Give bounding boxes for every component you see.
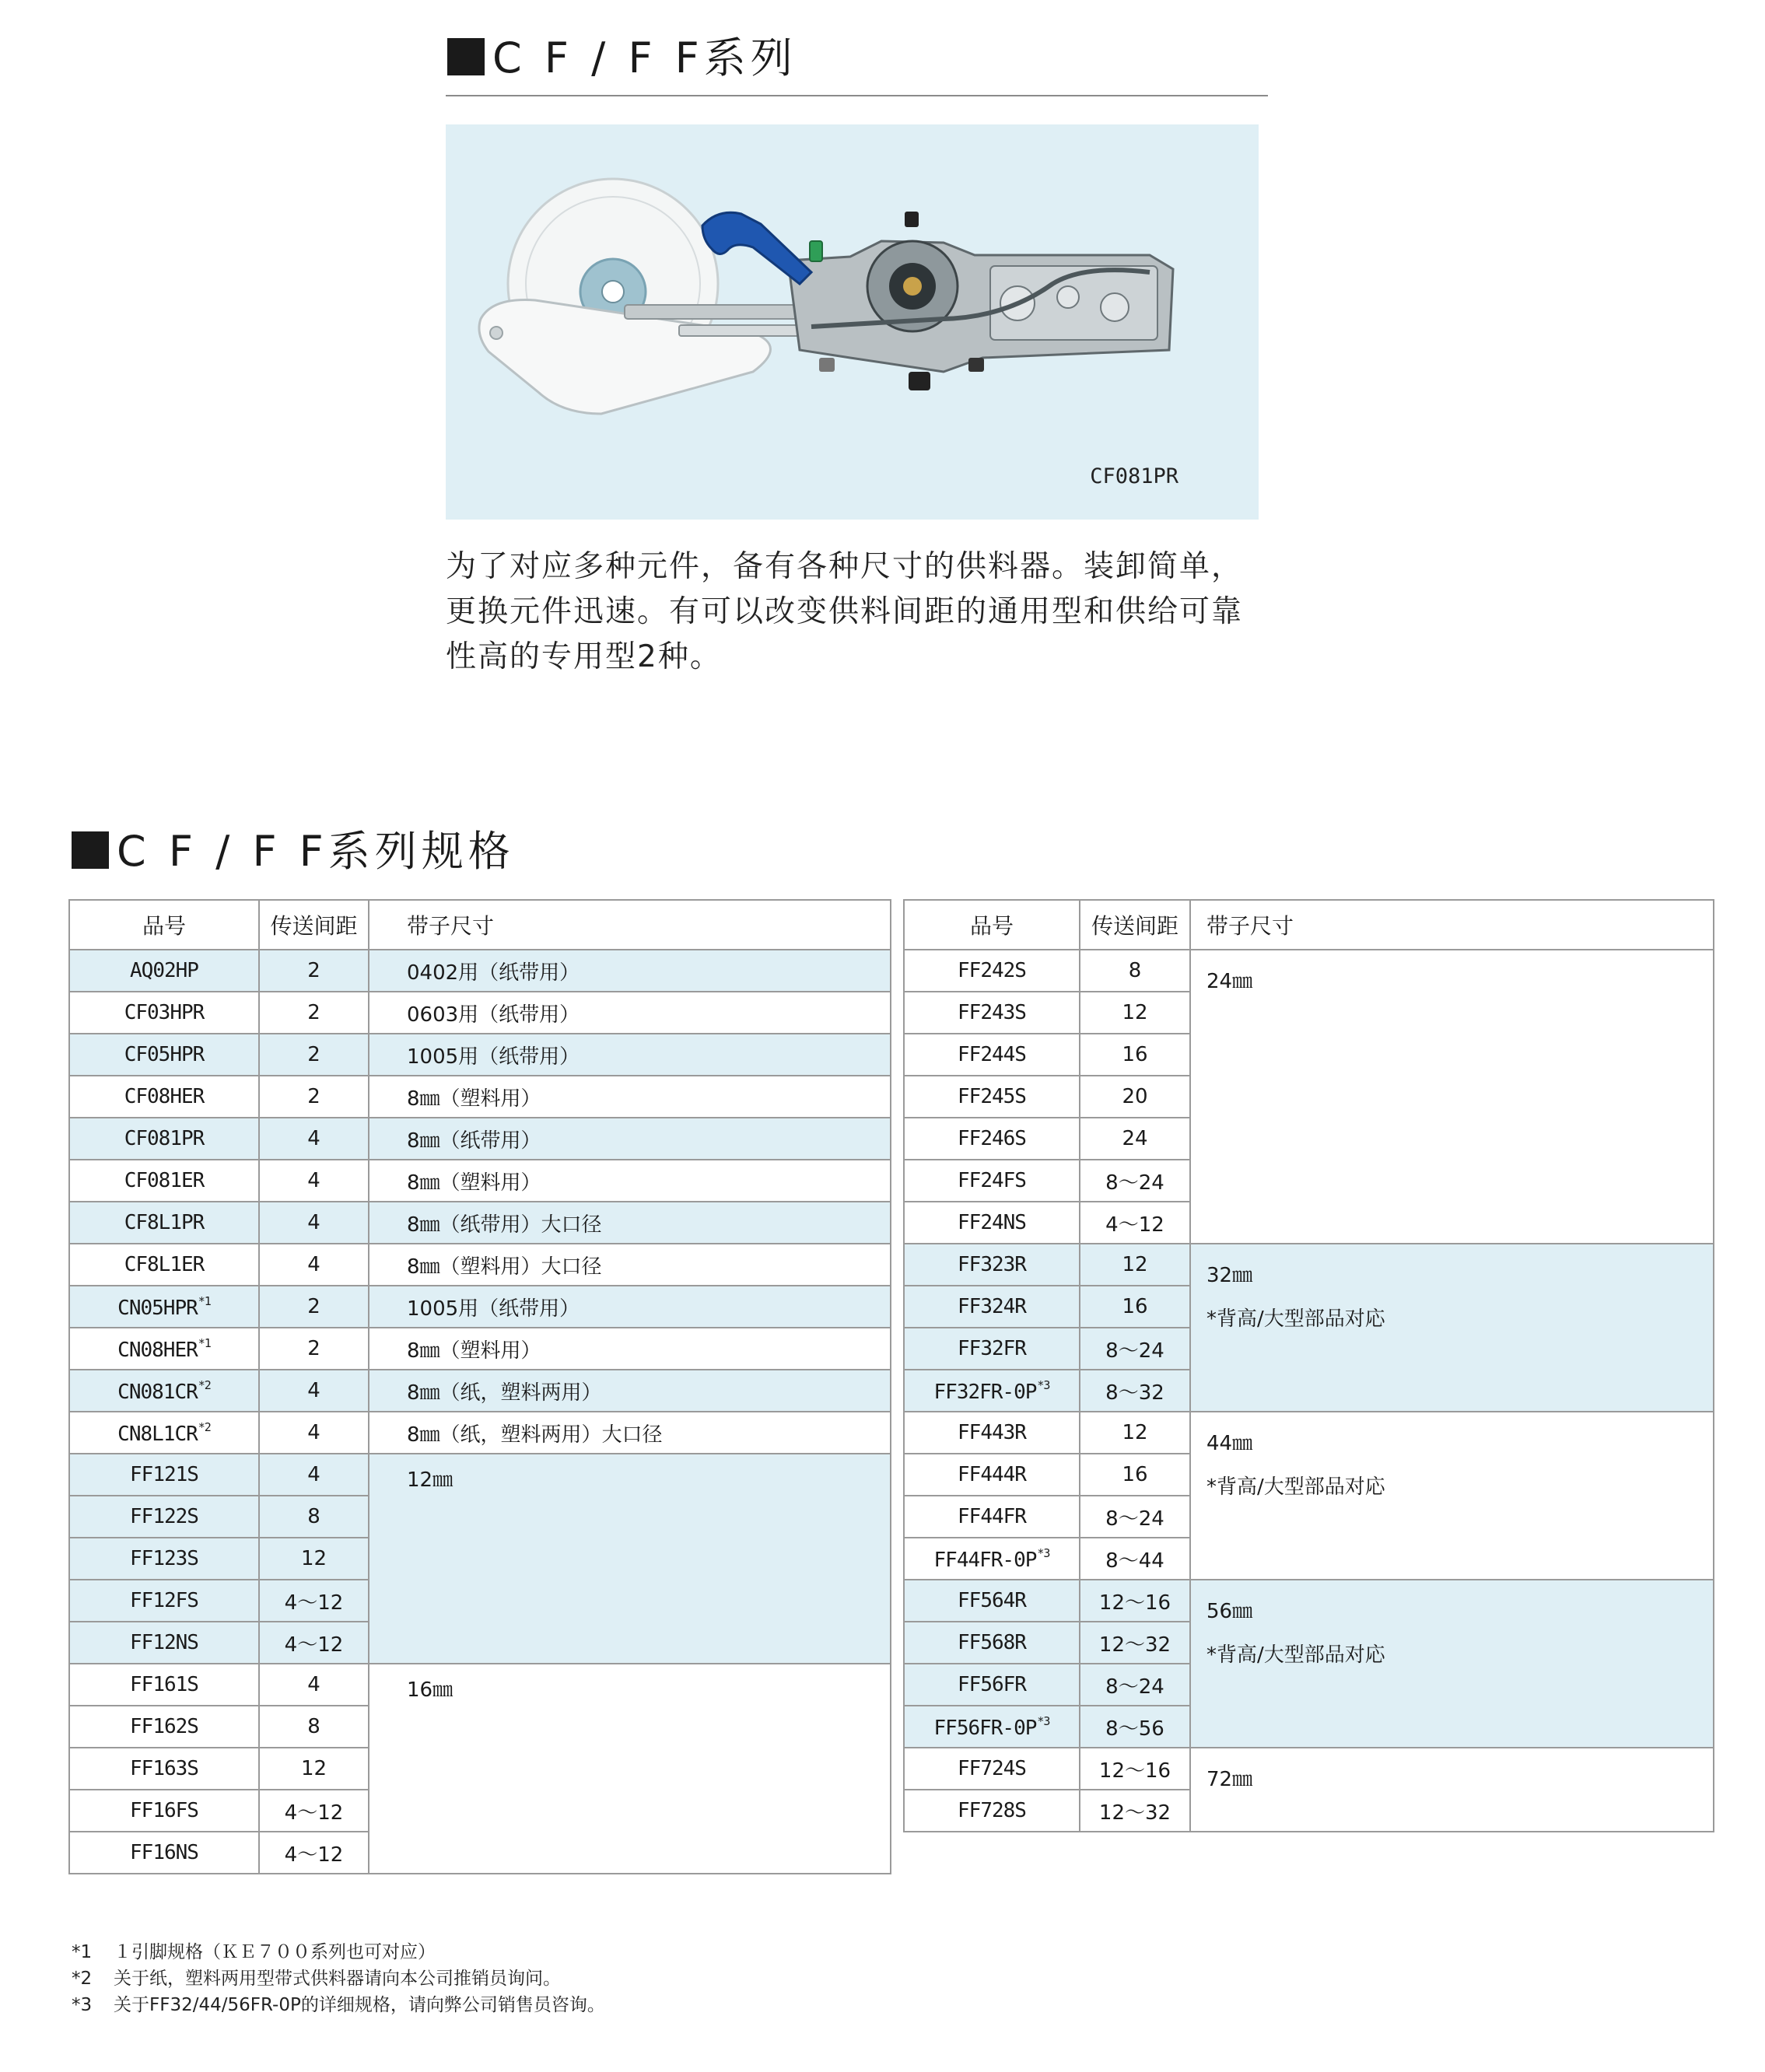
pitch-cell: 4～12 [1080,1202,1190,1244]
pitch-cell: 12～16 [1080,1748,1190,1790]
model-number: FF24FS [958,1169,1026,1192]
pitch-cell: 4～12 [259,1790,369,1832]
pitch-cell: 4 [259,1454,369,1496]
model-cell [69,1328,259,1370]
model-cell [904,1496,1080,1538]
photo-caption: CF081PR [1090,464,1178,488]
table-row [904,1244,1714,1286]
model-cell [904,1664,1080,1706]
pitch-cell: 4 [259,1118,369,1160]
tape-size-cell: 8㎜（塑料用） [369,1328,891,1370]
model-number: FF12NS [130,1631,198,1654]
table-row [904,1748,1714,1790]
model-cell [904,1118,1080,1160]
pitch-cell: 16 [1080,1034,1190,1076]
pitch-cell: 4～12 [259,1622,369,1664]
square-bullet-icon [72,831,109,869]
pitch-cell: 8～24 [1080,1664,1190,1706]
footnote-ref: *1 [198,1293,211,1308]
footnote-ref: *3 [1037,1713,1050,1728]
pitch-cell: 8～24 [1080,1328,1190,1370]
tape-size-cell: 8㎜（纸，塑料两用）大口径 [369,1412,891,1454]
model-number: FF728S [958,1799,1026,1822]
model-cell [69,1580,259,1622]
tape-size-cell: 1005用（纸带用） [369,1034,891,1076]
model-cell [904,1538,1080,1580]
tape-size-group-cell: 12㎜ [369,1454,891,1664]
model-number: FF56FR-0P [933,1716,1037,1740]
model-number: CF03HPR [124,1001,205,1024]
pitch-cell: 12 [1080,1412,1190,1454]
model-number: CN8L1CR [117,1422,198,1446]
pitch-cell: 2 [259,950,369,992]
spec-table-left [68,899,891,1874]
section-title-text: C F / F F系列规格 [117,827,515,876]
table-row [69,1034,891,1076]
pitch-cell: 4 [259,1160,369,1202]
table-row [69,1412,891,1454]
intro-paragraph: 为了对应多种元件，备有各种尺寸的供料器。装卸简单，更换元件迅速。有可以改变供料间距的通用型和供给可靠性高的专用型2种。 [446,549,1244,674]
model-cell [69,1664,259,1706]
pitch-cell: 12 [1080,992,1190,1034]
pitch-cell: 2 [259,1076,369,1118]
pitch-cell: 12～32 [1080,1790,1190,1832]
model-cell [69,992,259,1034]
model-cell [904,1412,1080,1454]
pitch-cell: 8～44 [1080,1538,1190,1580]
model-number: AQ02HP [130,959,198,982]
model-number: CF081ER [124,1169,205,1192]
tape-size-group-cell [1190,1412,1714,1580]
model-cell [69,1244,259,1286]
model-cell [69,1160,259,1202]
footnote-ref: *1 [198,1335,211,1350]
pitch-cell: 2 [259,992,369,1034]
table-row [69,1076,891,1118]
model-cell [904,1160,1080,1202]
model-number: FF44FR [958,1505,1026,1528]
header-model: 品号 [69,900,259,950]
model-cell [904,1286,1080,1328]
table-header-row [69,900,891,950]
spec-table-right [903,899,1714,1832]
model-cell [69,1286,259,1328]
model-number: FF16NS [130,1841,198,1864]
model-cell [69,1412,259,1454]
model-number: FF123S [130,1547,198,1570]
model-number: CN05HPR [117,1296,198,1320]
model-cell [69,1538,259,1580]
model-cell [69,1832,259,1874]
footnote-mark: *3 [72,1995,93,2015]
model-number: FF44FR-0P [933,1548,1037,1572]
table-row [69,1454,891,1496]
model-number: FF32FR [958,1337,1026,1360]
model-number: CF08HER [124,1085,205,1108]
model-number: FF32FR-0P [933,1380,1037,1404]
model-number: CF081PR [124,1127,205,1150]
model-number: CF05HPR [124,1043,205,1066]
model-cell [69,1496,259,1538]
footnote-ref: *3 [1037,1377,1050,1392]
model-number: FF56FR [958,1673,1026,1696]
table-row [69,1286,891,1328]
table-row [69,992,891,1034]
footnote-3 [72,1992,605,2018]
tape-size-cell: 0402用（纸带用） [369,950,891,992]
pitch-cell: 2 [259,1286,369,1328]
model-cell [904,1244,1080,1286]
tape-size-cell: 0603用（纸带用） [369,992,891,1034]
model-number: FF16FS [130,1799,198,1822]
tape-size: 32㎜ [1206,1264,1253,1287]
footnote-ref: *2 [198,1419,211,1434]
model-cell [69,950,259,992]
model-number: FF564R [958,1589,1026,1612]
table-header-row [904,900,1714,950]
footnote-text: 关于纸，塑料两用型带式供料器请向本公司推销员询问。 [114,1969,561,1989]
footnote-text: 关于FF32/44/56FR-0P的详细规格，请向弊公司销售员咨询。 [114,1995,605,2015]
footnote-mark: *1 [72,1942,93,1962]
model-cell [904,1454,1080,1496]
section-title-cf-ff-series [447,33,797,82]
tape-size-cell: 8㎜（纸，塑料两用） [369,1370,891,1412]
title-divider [446,95,1268,96]
model-number: CN08HER [117,1338,198,1362]
header-model: 品号 [904,900,1080,950]
tape-size: 56㎜ [1206,1600,1253,1623]
model-number: CF8L1ER [124,1253,205,1276]
pitch-cell: 4 [259,1244,369,1286]
pitch-cell: 12 [259,1748,369,1790]
tape-size-group-cell: 16㎜ [369,1664,891,1874]
model-cell [69,1790,259,1832]
model-cell [69,1370,259,1412]
tape-size-note: *背高/大型部品对応 [1206,1307,1385,1331]
tape-size: 24㎜ [1206,970,1253,993]
section-title-specifications [72,827,515,876]
pitch-cell: 4 [259,1202,369,1244]
model-cell [69,1748,259,1790]
tape-size-cell: 8㎜（塑料用） [369,1076,891,1118]
tape-size-cell: 8㎜（纸带用） [369,1118,891,1160]
table-row [69,1202,891,1244]
section-title-text: C F / F F系列 [492,33,797,82]
pitch-cell: 8 [1080,950,1190,992]
table-row [904,1580,1714,1622]
tape-feeder-illustration [446,124,1259,520]
pitch-cell: 16 [1080,1454,1190,1496]
table-row [69,1664,891,1706]
pitch-cell: 8～56 [1080,1706,1190,1748]
model-cell [69,1034,259,1076]
footnote-mark: *2 [72,1969,93,1989]
tape-size-group-cell [1190,1748,1714,1832]
model-number: FF242S [958,959,1026,982]
model-number: FF243S [958,1001,1026,1024]
tape-size-note: *背高/大型部品对応 [1206,1643,1385,1667]
table-row [904,950,1714,992]
model-cell [69,1454,259,1496]
pitch-cell: 4 [259,1370,369,1412]
model-cell [69,1118,259,1160]
model-cell [904,1370,1080,1412]
model-cell [904,1076,1080,1118]
model-cell [904,1790,1080,1832]
pitch-cell: 24 [1080,1118,1190,1160]
model-number: FF444R [958,1463,1026,1486]
tape-size-cell: 8㎜（纸带用）大口径 [369,1202,891,1244]
model-number: CF8L1PR [124,1211,205,1234]
product-photo [446,124,1259,520]
pitch-cell: 4 [259,1412,369,1454]
pitch-cell: 16 [1080,1286,1190,1328]
model-number: FF161S [130,1673,198,1696]
table-row [69,950,891,992]
footnote-1 [72,1939,605,1965]
pitch-cell: 4 [259,1664,369,1706]
footnote-2 [72,1965,605,1992]
tape-size-cell: 1005用（纸带用） [369,1286,891,1328]
pitch-cell: 12 [259,1538,369,1580]
model-number: FF323R [958,1253,1026,1276]
model-number: FF163S [130,1757,198,1780]
header-tape-size: 带子尺寸 [369,900,891,950]
pitch-cell: 2 [259,1034,369,1076]
model-cell [904,1034,1080,1076]
table-row [69,1244,891,1286]
model-cell [904,1622,1080,1664]
model-number: CN081CR [117,1380,198,1404]
table-row [904,1412,1714,1454]
pitch-cell: 4～12 [259,1832,369,1874]
footnote-ref: *2 [198,1377,211,1392]
header-pitch: 传送间距 [1080,900,1190,950]
model-cell [904,950,1080,992]
header-pitch: 传送间距 [259,900,369,950]
pitch-cell: 8 [259,1706,369,1748]
tape-size-cell: 8㎜（塑料用） [369,1160,891,1202]
model-number: FF244S [958,1043,1026,1066]
model-number: FF443R [958,1421,1026,1444]
model-cell [69,1076,259,1118]
model-number: FF324R [958,1295,1026,1318]
square-bullet-icon [447,38,485,75]
tape-size: 72㎜ [1206,1768,1253,1791]
model-cell [904,1202,1080,1244]
tape-size: 44㎜ [1206,1432,1253,1455]
model-cell [904,1748,1080,1790]
model-cell [69,1202,259,1244]
model-number: FF12FS [130,1589,198,1612]
model-number: FF724S [958,1757,1026,1780]
table-row [69,1328,891,1370]
model-cell [904,992,1080,1034]
pitch-cell: 4～12 [259,1580,369,1622]
model-number: FF568R [958,1631,1026,1654]
model-cell [69,1622,259,1664]
tape-size-cell: 8㎜（塑料用）大口径 [369,1244,891,1286]
pitch-cell: 12～16 [1080,1580,1190,1622]
pitch-cell: 8 [259,1496,369,1538]
footnotes [72,1939,605,2018]
model-cell [904,1706,1080,1748]
tape-size-group-cell [1190,1244,1714,1412]
pitch-cell: 8～24 [1080,1160,1190,1202]
pitch-cell: 8～24 [1080,1496,1190,1538]
model-number: FF122S [130,1505,198,1528]
table-row [69,1160,891,1202]
model-number: FF24NS [958,1211,1026,1234]
pitch-cell: 2 [259,1328,369,1370]
tape-size-group-cell [1190,950,1714,1244]
model-cell [904,1328,1080,1370]
pitch-cell: 12～32 [1080,1622,1190,1664]
tape-size-note: *背高/大型部品对応 [1206,1475,1385,1499]
model-number: FF121S [130,1463,198,1486]
pitch-cell: 8～32 [1080,1370,1190,1412]
table-row [69,1118,891,1160]
model-cell [69,1706,259,1748]
model-number: FF162S [130,1715,198,1738]
header-tape-size: 带子尺寸 [1190,900,1714,950]
footnote-ref: *3 [1037,1545,1050,1560]
table-row [69,1370,891,1412]
pitch-cell: 12 [1080,1244,1190,1286]
tape-size-group-cell [1190,1580,1714,1748]
model-cell [904,1580,1080,1622]
pitch-cell: 20 [1080,1076,1190,1118]
footnote-text: １引脚规格（ＫＥ７００系列也可对应） [114,1942,436,1962]
model-number: FF246S [958,1127,1026,1150]
model-number: FF245S [958,1085,1026,1108]
